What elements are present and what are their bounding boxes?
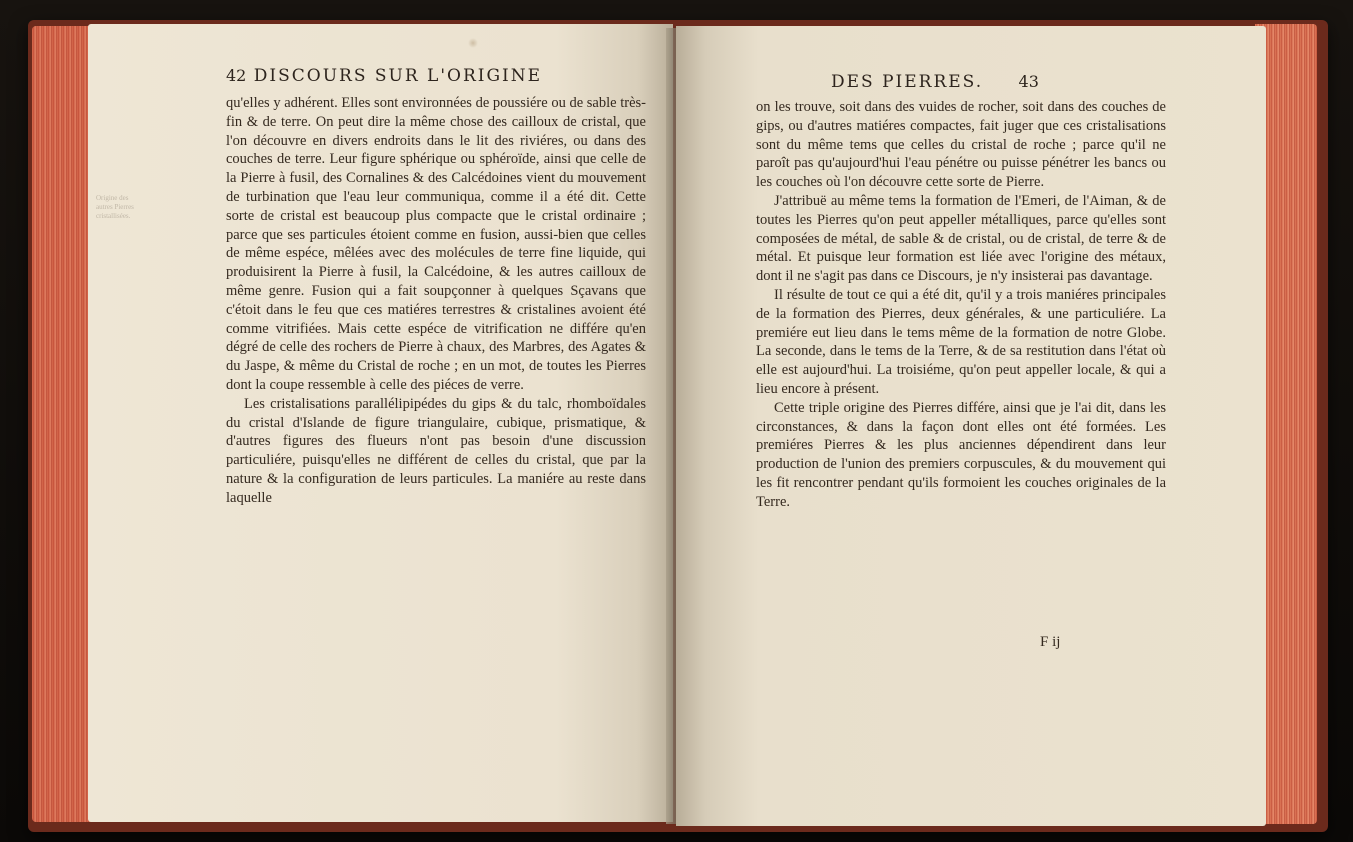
right-body-text bbox=[756, 98, 1166, 512]
left-page-edges bbox=[32, 26, 92, 822]
left-page-number: 42 bbox=[226, 66, 247, 85]
right-page-number: 43 bbox=[1018, 72, 1039, 91]
left-body-text bbox=[226, 94, 646, 508]
foxing-spot bbox=[468, 38, 478, 48]
right-paragraph-2: J'attribuë au même tems la formation de l'Emeri, de l'Aiman, & de toutes les Pierres qu'on peut appeller métalliques, parce qu'elles sont composées de métal, de sable & de cristal, ou de cristal, de terre & de métal. Et puisque leur formation est liée avec l'origine des métaux, dont il ne s'agit pas dans ce Discours, je n'y insisterai pas davantage. bbox=[756, 192, 1166, 285]
right-header-title: DES PIERRES. bbox=[831, 72, 984, 92]
right-paragraph-1: on les trouve, soit dans des vuides de rocher, soit dans des couches de gips, ou d'autres matiéres compactes, fait juger que ces cristalisations sont du même tems que celles du cristal de roche ; parce qu'il ne paroît pas qu'aujourd'hui l'eau pénétre ou puisse pénétrer les bancs ou les couches où l'on découvre cette sorte de Pierre. bbox=[756, 99, 1166, 191]
right-page bbox=[676, 26, 1266, 826]
right-running-head bbox=[831, 72, 1039, 92]
right-paragraph-4: Cette triple origine des Pierres différe, ainsi que je l'ai dit, dans les circonstances, & dans la façon dont elles ont été formées. Les premiéres Pierres & les plus anciennes dépendirent dans leur production de l'union des premiers corpuscules, & du mouvement qui les fit rencontrer pendant qu'ils formoient les couches originales de la Terre. bbox=[756, 399, 1166, 510]
left-header-title: DISCOURS SUR L'ORIGINE bbox=[253, 66, 543, 86]
left-paragraph-1: qu'elles y adhérent. Elles sont environnées de poussiére ou de sable très-fin & de terre. On peut dire la même chose des cailloux de cristal, que l'on découvre en divers endroits dans le lit des riviéres, ou dans des couches de terre. Leur figure sphérique ou sphéroïde, ainsi que celle de la Pierre à fusil, des Cornalines & des Calcédoines vient du mouvement de turbination que l'eau leur communiqua, comme il a été dit. Cette sorte de cristal est beaucoup plus compacte que le cristal ordinaire ; parce que ses particules étoient comme en fusion, aussi-bien que celles de même espéce, mêlées avec des molécules de terre fine liquide, qui produisirent la Pierre à fusil, la Calcédoine, & les autres cailloux de même genre. Fusion qui a fait soupçonner à quelques Sçavans que c'étoit dans le feu que ces matiéres terrestres & cristalines avoient été comme vitrifiées. Mais cette espéce de vitrification ne différe qu'en dégré de celle des rochers de Pierre à chaux, des Marbres, des Agates & du Jaspe, & même du Cristal de roche ; en un mot, de toutes les Pierres dont la coupe ressemble à celle des piéces de verre. bbox=[226, 95, 646, 393]
left-page bbox=[88, 24, 673, 822]
left-running-head bbox=[226, 66, 542, 86]
right-paragraph-3: Il résulte de tout ce qui a été dit, qu'il y a trois maniéres principales de la formation des Pierres, deux générales, & une particuliére. La premiére eut lieu dans le tems même de la formation de notre Globe. La seconde, dans le tems de la Terre, & de sa restitution dans l'état où elle est aujourd'hui. La troisiéme, qu'on peut appeller locale, & qui a lieu encore à présent. bbox=[756, 286, 1166, 397]
signature-mark: F ij bbox=[1040, 634, 1061, 650]
left-paragraph-2: Les cristalisations parallélipipédes du gips & du talc, rhomboïdales du cristal d'Islande de figure triangulaire, cubique, prismatique, & d'autres figures des flueurs n'ont pas besoin d'une discussion particuliére, puisqu'elles ne différent de celles du cristal, que par la nature & la configuration de leurs particules. La maniére au reste dans laquelle bbox=[226, 395, 646, 506]
ghost-margin-note: Origine des autres Pierres cristallisées. bbox=[96, 194, 134, 220]
